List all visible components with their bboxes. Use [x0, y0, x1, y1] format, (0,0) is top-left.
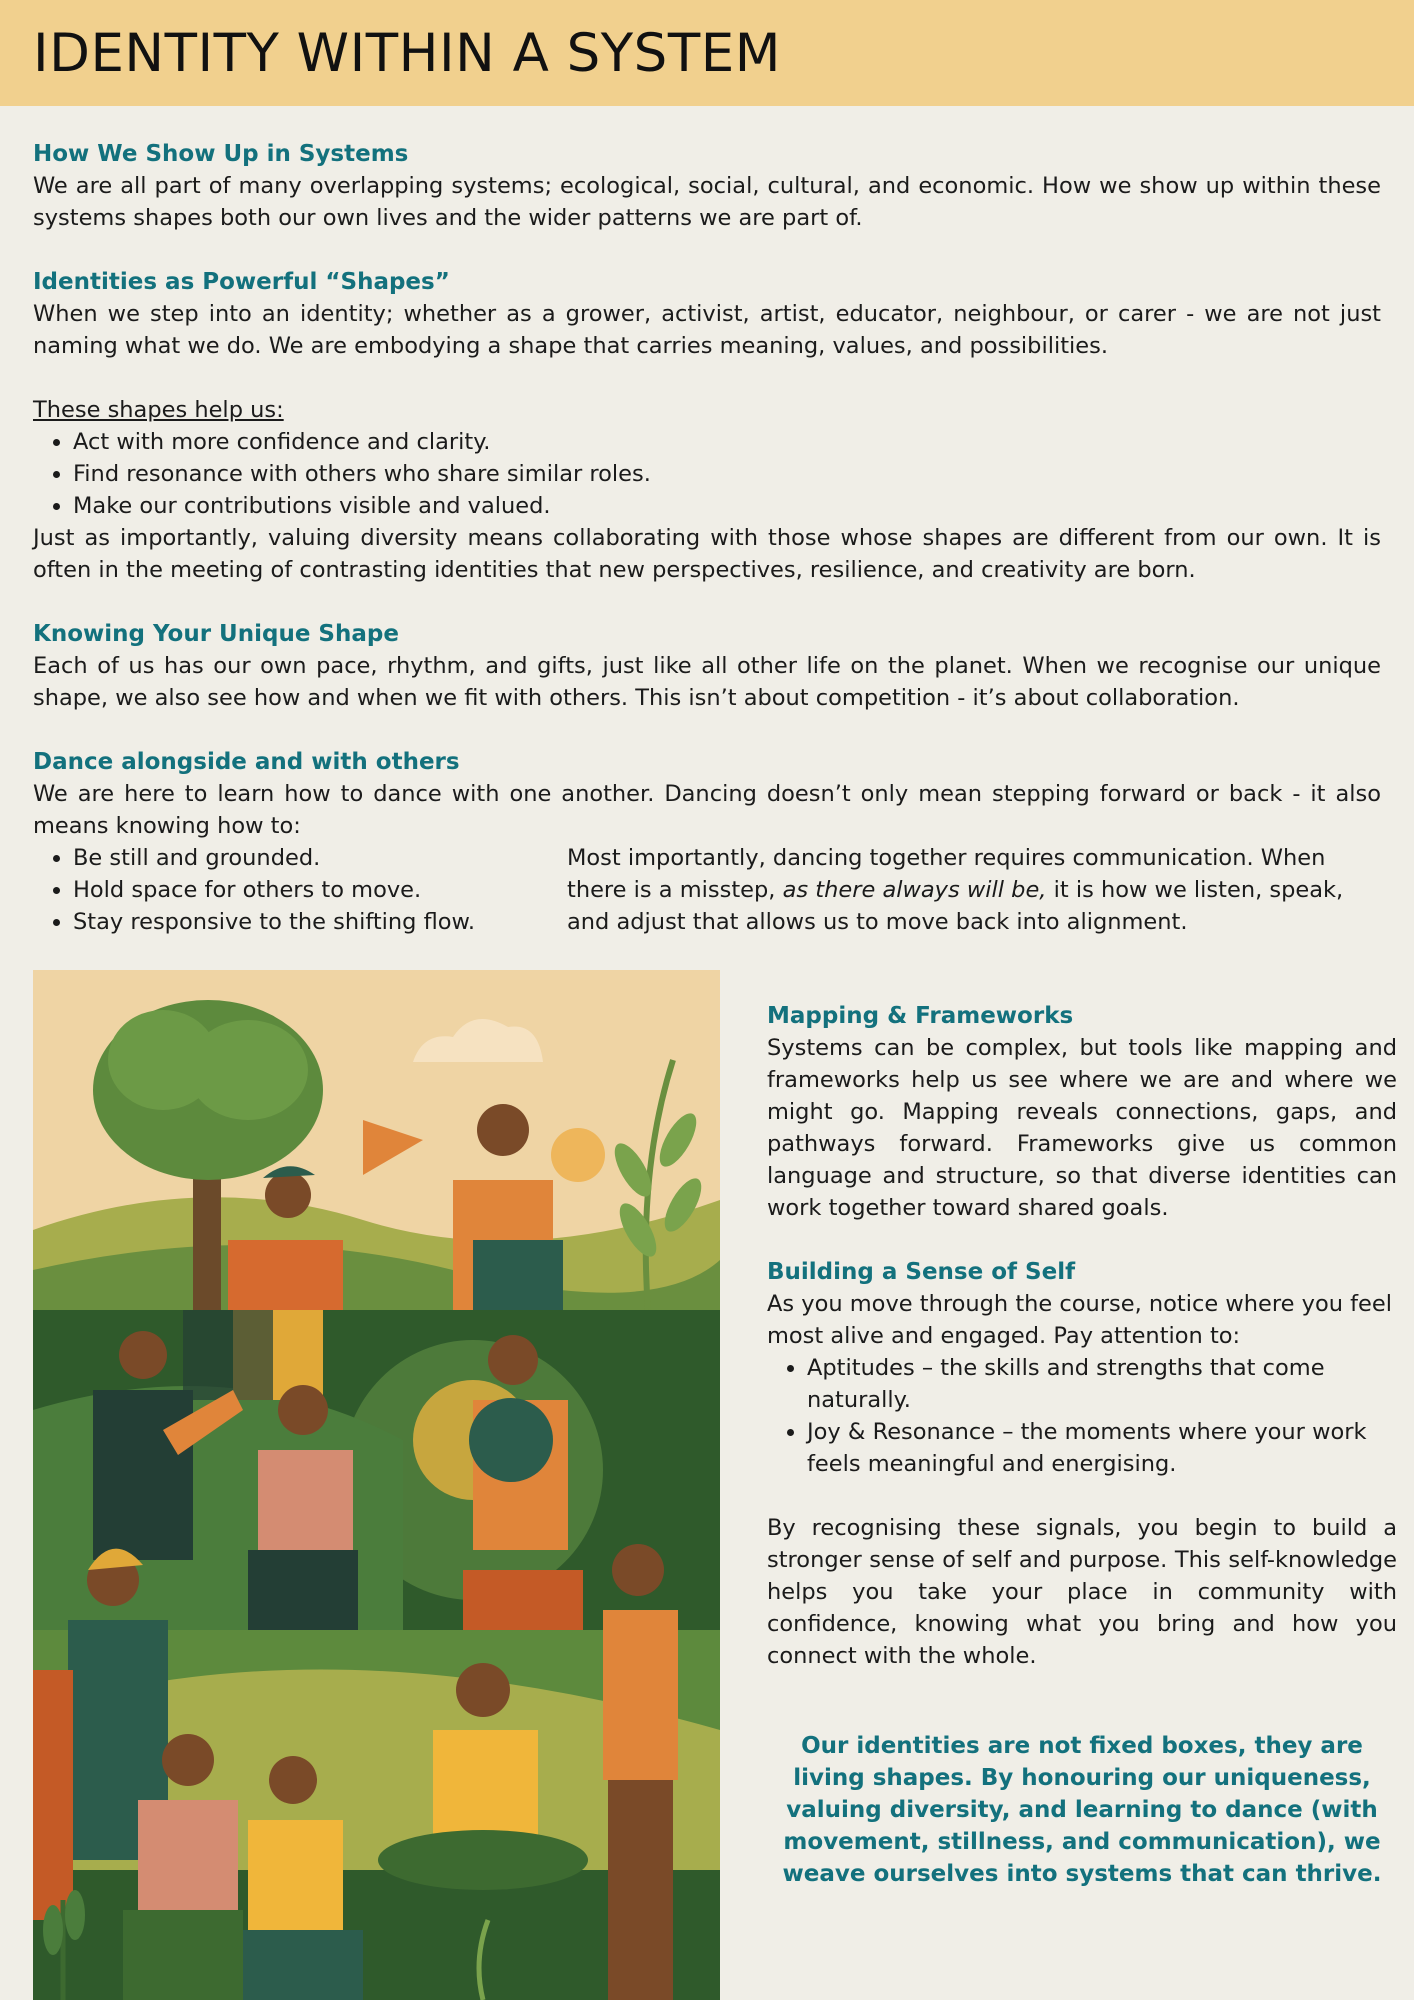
list-item: • Act with more confidence and clarity. [73, 426, 1381, 458]
closing-statement: Our identities are not fixed boxes, they are living shapes. By honouring our uniqueness, valuing diversity, and learning to dance (with movement, stillness, and communication), we weave ourselves into systems that can thrive. [782, 1733, 1382, 1887]
section-heading: Building a Sense of Self [767, 1259, 1076, 1285]
section-identities [33, 266, 1381, 586]
section-body: As you move through the course, notice where you feel most alive and engaged. Pay attention to: [767, 1291, 1392, 1349]
note-text: it is how we listen, speak, and adjust that allows us to move back into alignment. [567, 877, 1344, 935]
section-body: Each of us has our own pace, rhythm, and gifts, just like all other life on the planet. When we recognise our unique shape, we also see how and when we fit with others. This isn’t about competition - it’s about collaboration. [33, 653, 1381, 711]
section-body: When we step into an identity; whether as a grower, activist, artist, educator, neighbour, or carer - we are not just naming what we do. We are embodying a shape that carries meaning, values, and possibilities. [33, 301, 1381, 359]
section-heading: Identities as Powerful “Shapes” [33, 269, 450, 295]
list-item: • Joy & Resonance – the moments where your work feels meaningful and energising. [807, 1416, 1397, 1480]
right-column [767, 1000, 1397, 1890]
section-body-after: By recognising these signals, you begin to build a stronger sense of self and purpose. This self-knowledge helps you take your place in community with confidence, knowing what you bring and how you connect with the whole. [767, 1515, 1397, 1669]
signals-list [767, 1352, 1397, 1480]
dance-columns [33, 842, 1381, 938]
list-item: • Find resonance with others who share similar roles. [73, 458, 1381, 490]
section-unique-shape [33, 618, 1381, 714]
list-item: • Hold space for others to move. [73, 874, 533, 906]
communication-note [567, 842, 1381, 938]
section-show-up [33, 138, 1381, 234]
list-item: • Aptitudes – the skills and strengths that come naturally. [807, 1352, 1397, 1416]
section-mapping [767, 1000, 1397, 1224]
section-heading: Knowing Your Unique Shape [33, 621, 399, 647]
section-dance [33, 746, 1381, 938]
list-label: These shapes help us: [33, 397, 284, 423]
title-banner [0, 0, 1414, 106]
section-sense-of-self [767, 1256, 1397, 1672]
list-item: • Be still and grounded. [73, 842, 533, 874]
section-heading: Mapping & Frameworks [767, 1003, 1074, 1029]
section-body: Systems can be complex, but tools like mapping and frameworks help us see where we are and where we might go. Mapping reveals connections, gaps, and pathways forward. Frameworks give us common language and structure, so that diverse identities can work together toward shared goals. [767, 1035, 1397, 1221]
section-body: We are all part of many overlapping systems; ecological, social, cultural, and economic. How we show up within these systems shapes both our own lives and the wider patterns we are part of. [33, 173, 1381, 231]
list-item: • Make our contributions visible and valued. [73, 490, 1381, 522]
dance-list [33, 842, 533, 938]
section-body-after: Just as importantly, valuing diversity means collaborating with those whose shapes are different from our own. It is often in the meeting of contrasting identities that new perspectives, resilience, and creativity are born. [33, 525, 1381, 583]
section-heading: How We Show Up in Systems [33, 141, 409, 167]
lower-area [33, 970, 1397, 2000]
main-content [0, 138, 1414, 938]
shapes-list [33, 426, 1381, 522]
note-text: Most importantly, dancing together requires communication. When there is a misstep, [567, 845, 1326, 903]
community-illustration [33, 970, 720, 2000]
note-italic: as there always will be, [782, 877, 1047, 903]
list-item: • Stay responsive to the shifting flow. [73, 906, 533, 938]
section-heading: Dance alongside and with others [33, 749, 460, 775]
section-body: We are here to learn how to dance with one another. Dancing doesn’t only mean stepping forward or back - it also means knowing how to: [33, 781, 1381, 839]
page-title: IDENTITY WITHIN A SYSTEM [33, 22, 781, 84]
